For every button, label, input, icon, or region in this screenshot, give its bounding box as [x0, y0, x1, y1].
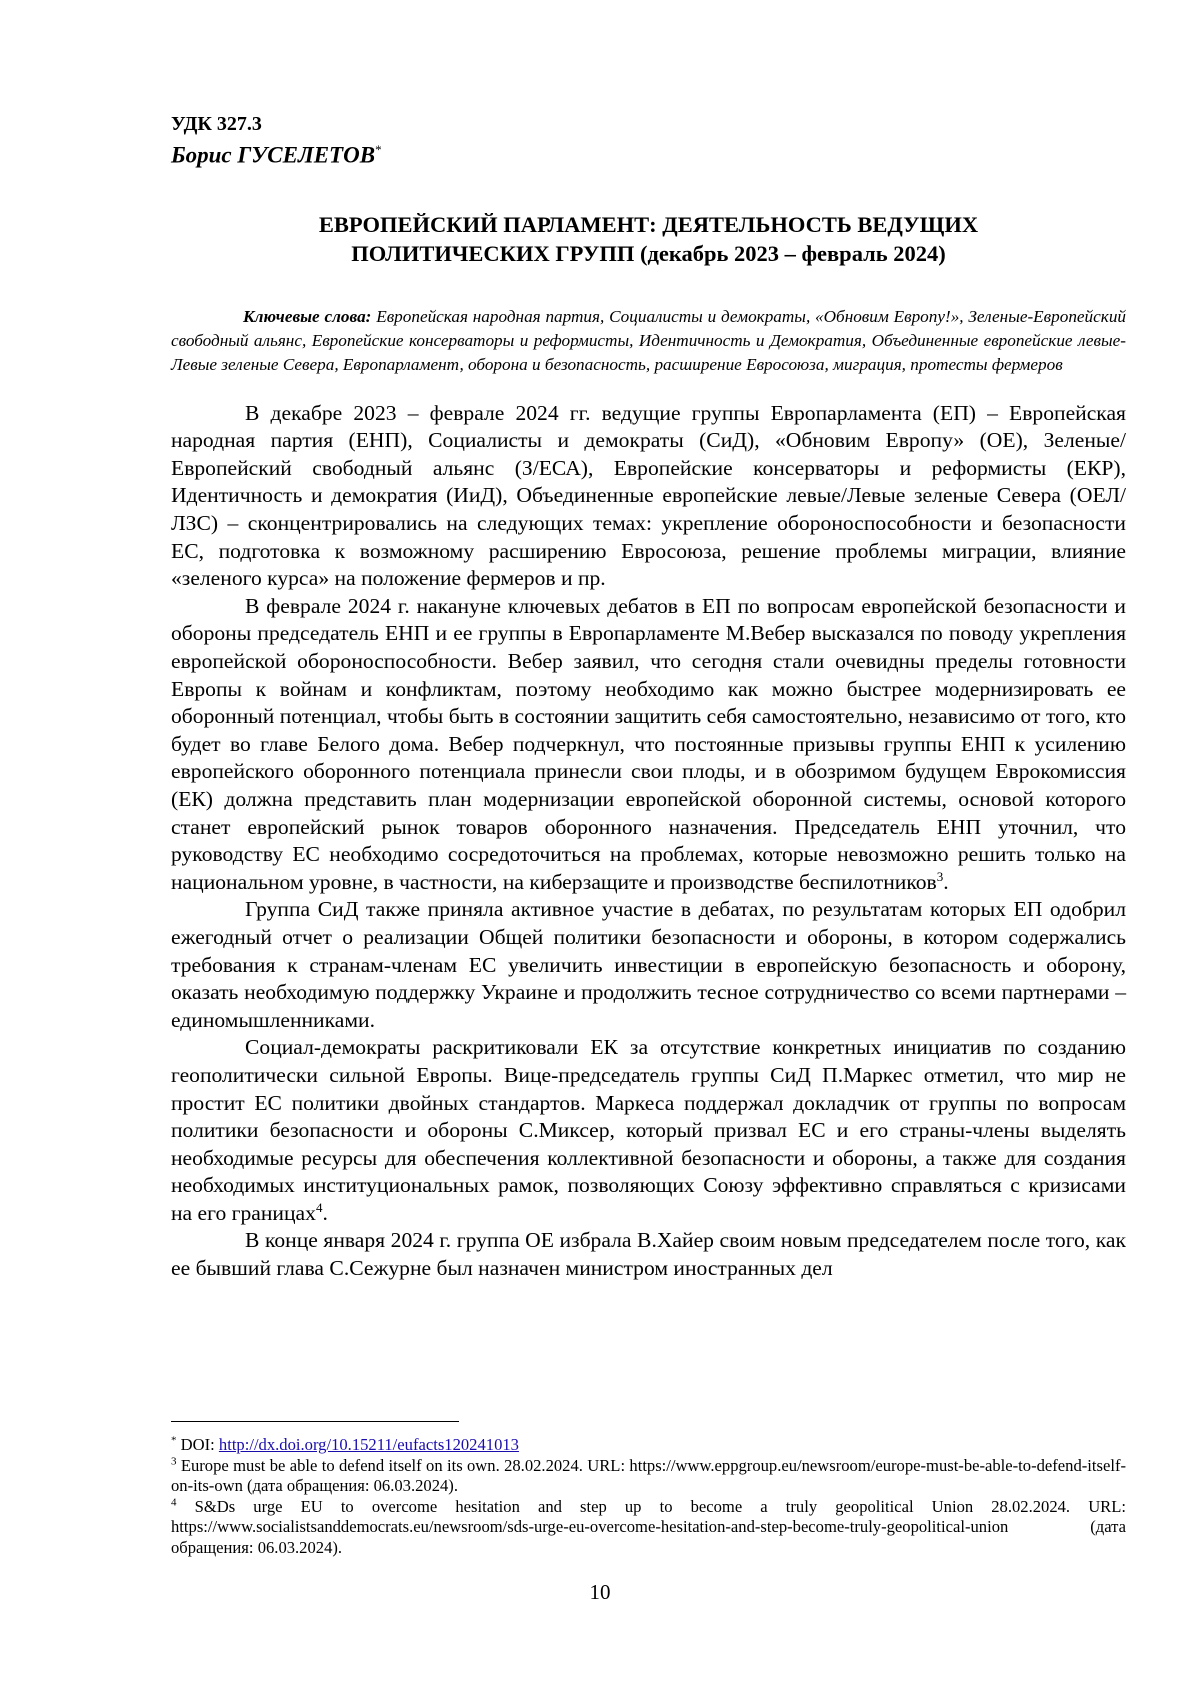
page-number: 10 — [589, 1580, 611, 1604]
paragraph-4-text: Социал-демократы раскритиковали ЕК за отсутствие конкретных инициатив по созданию геополитически сильной Европы. Вице-председатель группы СиД П.Маркес отметил, что мир не простит ЕС политики двойных стандартов. Маркеса поддержал докладчик от группы по вопросам политики безопасности и обороны С.Миксер, который призвал ЕС и его страны-члены выделять необходимые ресурсы для обеспечения коллективной безопасности и обороны, а также для создания необходимых институциональных рамок, позволяющих Союзу эффективно справляться с кризисами на его границах — [171, 1035, 1126, 1225]
footnote-ref-3[interactable]: 3 — [936, 868, 944, 884]
paragraph-3: Группа СиД также приняла активное участие в дебатах, по результатам которых ЕП одобрил ежегодный отчет о реализации Общей политики безопасности и обороны, в котором содержались требования к странам-членам ЕС увеличить инвестиции в европейскую безопасность и оборону, оказать необходимую поддержку Украине и продолжить тесное сотрудничество со всеми партнерами – единомышленниками. — [171, 897, 1126, 1032]
title-line-1: ЕВРОПЕЙСКИЙ ПАРЛАМЕНТ: ДЕЯТЕЛЬНОСТЬ ВЕДУЩИХ — [318, 211, 979, 237]
footnote-separator — [171, 1421, 459, 1422]
page-content — [171, 112, 1126, 1283]
paragraph-2 — [171, 593, 1126, 897]
paragraph-2-text: В феврале 2024 г. накануне ключевых дебатов в ЕП по вопросам европейской безопасности и обороны председатель ЕНП и ее группы в Европарламенте М.Вебер высказался по поводу укрепления европейской обороноспособности. Вебер заявил, что сегодня стали очевидны пределы готовности Европы к войнам и конфликтам, поэтому необходимо как можно быстрее модернизировать ее оборонный потенциал, чтобы быть в состоянии защитить себя самостоятельно, независимо от того, кто будет во главе Белого дома. Вебер подчеркнул, что постоянные призывы группы ЕНП к усилению европейского оборонного потенциала принесли свои плоды, и в обозримом будущем Еврокомиссия (ЕК) должна представить план модернизации европейской оборонной системы, основой которого станет европейский рынок товаров оборонного назначения. Председатель ЕНП уточнил, что руководству ЕС необходимо сосредоточиться на проблемах, которые невозможно решить только на национальном уровне, в частности, на киберзащите и производстве беспилотников — [171, 593, 1126, 894]
udk-code: УДК 327.3 — [171, 113, 262, 135]
footnote-4-mark: 4 — [171, 1496, 177, 1509]
footnote-ref-4[interactable]: 4 — [315, 1199, 323, 1215]
footnote-3-mark: 3 — [171, 1455, 177, 1468]
footnote-4 — [171, 1497, 1126, 1559]
author-name — [171, 136, 1126, 170]
doi-link[interactable]: http://dx.doi.org/10.15211/eufacts120241013 — [218, 1435, 519, 1454]
footnote-3-text: Europe must be able to defend itself on its own. 28.02.2024. URL: https://www.eppgroup.eu/newsroom/europe-must-be-able-to-defend-itself-on-its-own (дата обращения: 06.03.2024). — [171, 1455, 1126, 1496]
footnotes-block — [171, 1435, 1126, 1559]
keywords-label: Ключевые слова: — [243, 306, 372, 326]
keywords-block — [171, 305, 1126, 377]
article-body — [171, 400, 1126, 1283]
author-text: Борис ГУСЕЛЕТОВ — [171, 142, 376, 168]
paragraph-5: В конце января 2024 г. группа ОЕ избрала В.Хайер своим новым председателем после того, как ее бывший глава С.Сежурне был назначен министром иностранных дел — [171, 1228, 1126, 1281]
keywords-text: Европейская народная партия, Социалисты и демократы, «Обновим Европу!», Зеленые-Европейский свободный альянс, Европейские консерваторы и реформисты, Идентичность и Демократия, Объединенные европейские левые-Левые зеленые Севера, Европарламент, оборона и безопасность, расширение Евросоюза, миграция, протесты фермеров — [171, 306, 1127, 374]
paragraph-4 — [171, 1034, 1126, 1227]
footnote-doi-label: DOI: — [176, 1435, 219, 1454]
author-footnote-mark: * — [375, 142, 382, 157]
footnote-3 — [171, 1456, 1126, 1497]
title-line-2: ПОЛИТИЧЕСКИХ ГРУПП (декабрь 2023 – февраль 2024) — [351, 240, 946, 266]
paragraph-2-end: . — [943, 869, 949, 894]
footnote-4-text: S&Ds urge EU to overcome hesitation and step up to become a truly geopolitical Union 28.02.2024. URL: https://www.socialistsanddemocrats.eu/newsroom/sds-urge-eu-overcome-hesitation-and-step-become-truly-geopolitical-union (дата обращения: 06.03.2024). — [171, 1496, 1126, 1557]
paragraph-1: В декабре 2023 – феврале 2024 гг. ведущие группы Европарламента (ЕП) – Европейская народная партия (ЕНП), Социалисты и демократы (СиД), «Обновим Европу» (ОЕ), Зеленые/Европейский свободный альянс (З/ЕСА), Европейские консерваторы и реформисты (ЕКР), Идентичность и демократия (ИиД), Объединенные европейские левые/Левые зеленые Севера (ОЕЛ/ЛЗС) – сконцентрировались на следующих темах: укрепление обороноспособности и безопасности ЕС, подготовка к возможному расширению Евросоюза, решение проблемы миграции, влияние «зеленого курса» на положение фермеров и пр. — [171, 400, 1126, 591]
paragraph-4-end: . — [322, 1200, 328, 1225]
article-title — [171, 210, 1126, 268]
footnote-doi — [171, 1435, 1126, 1456]
footnote-doi-mark: * — [171, 1434, 177, 1447]
